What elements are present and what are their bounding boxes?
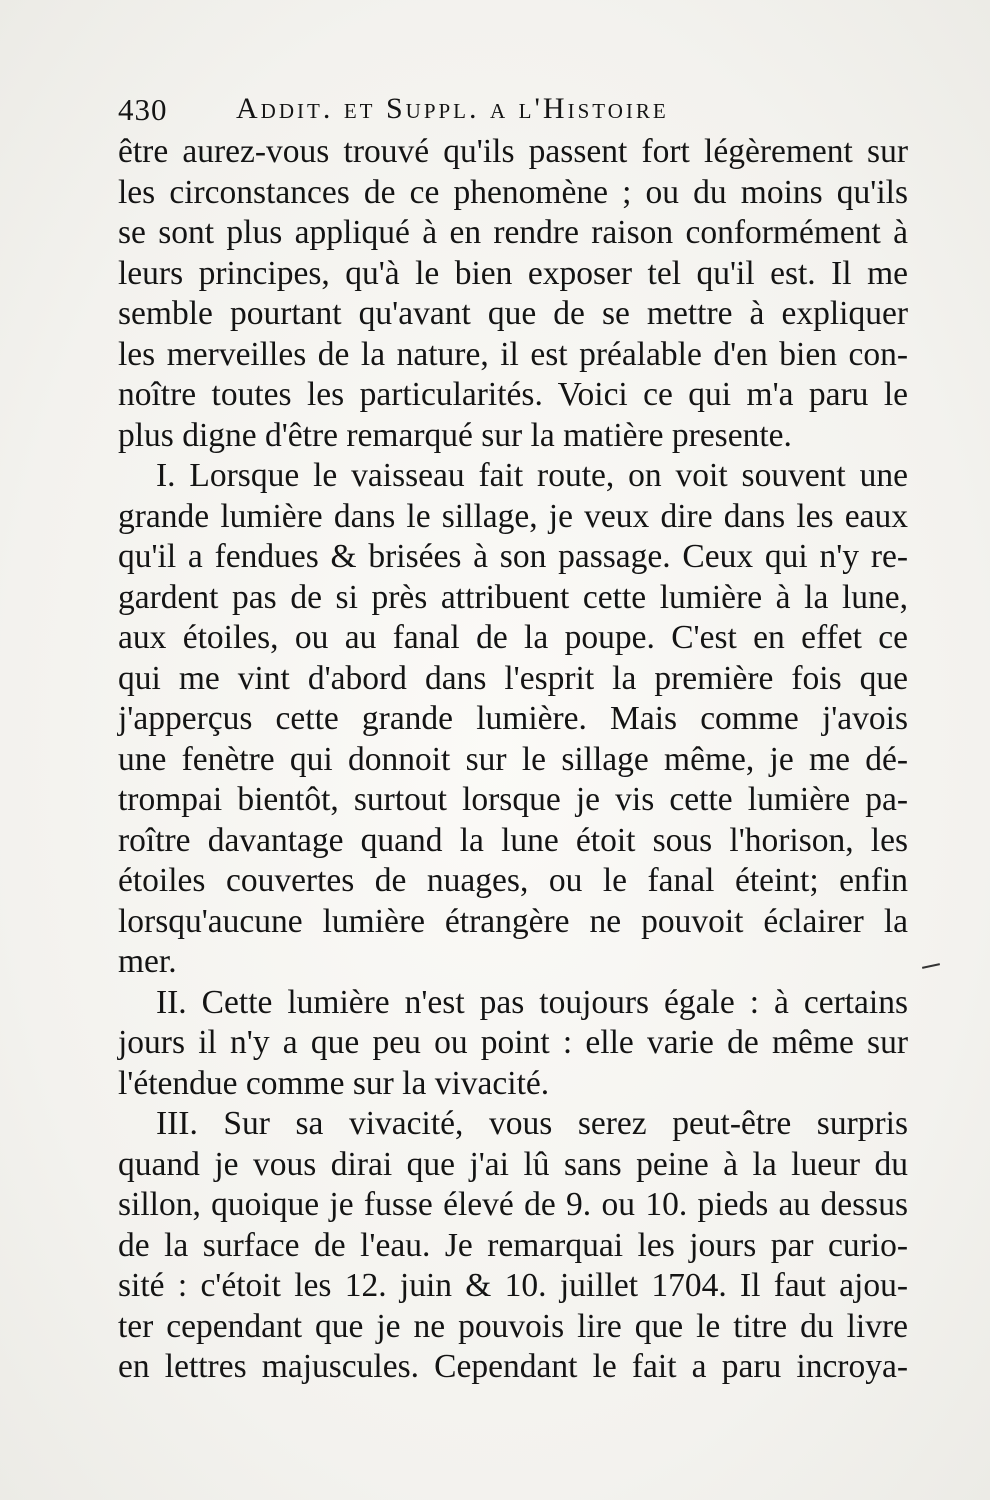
text-line: mer. bbox=[118, 943, 177, 980]
text-line: grande lumière dans le sillage, je veux dire dans les eaux bbox=[118, 497, 908, 535]
text-line: quand je vous dirai que j'ai lû sans peine à la lueur du bbox=[118, 1145, 908, 1183]
text-line-first: II. Cette lumière n'est pas toujours égale : à certains bbox=[156, 983, 908, 1021]
text-line: jours il n'y a que peu ou point : elle varie de même sur bbox=[118, 1024, 908, 1061]
text-line: l'étendue comme sur la vivacité. bbox=[118, 1064, 550, 1102]
text-line: sillon, quoique je fusse élevé de 9. ou 10. pieds au dessus bbox=[118, 1186, 908, 1223]
text-line: qu'il a fendues & brisées à son passage. Ceux qui n'y re- bbox=[118, 538, 908, 575]
text-line: qui me vint d'abord dans l'esprit la première fois que bbox=[118, 659, 908, 697]
text-line: trompai bientôt, surtout lorsque je vis cette lumière pa- bbox=[118, 781, 908, 818]
text-line: se sont plus appliqué à en rendre raison conformément à bbox=[118, 214, 908, 251]
paragraph-section-3 bbox=[118, 1104, 908, 1388]
text-line: roître davantage quand la lune étoit sous l'horison, les bbox=[118, 821, 908, 859]
text-line: les circonstances de ce phenomène ; ou du moins qu'ils bbox=[118, 173, 908, 211]
page-header bbox=[118, 88, 908, 138]
text-line-first: I. Lorsque le vaisseau fait route, on voit souvent une bbox=[156, 457, 908, 494]
running-head: Addit. et Suppl. a l'Histoire bbox=[236, 92, 669, 125]
text-line: les merveilles de la nature, il est préalable d'en bien con- bbox=[118, 335, 908, 373]
text-line: une fenètre qui donnoit sur le sillage même, je me dé- bbox=[118, 740, 908, 778]
text-line: en lettres majuscules. Cependant le fait a paru incroya- bbox=[118, 1348, 908, 1385]
text-line: semble pourtant qu'avant que de se mettre à expliquer bbox=[118, 295, 908, 332]
page-number: 430 bbox=[118, 92, 168, 127]
body-text bbox=[118, 132, 908, 1388]
text-line: j'apperçus cette grande lumière. Mais comme j'avois bbox=[118, 700, 908, 737]
text-line-first: III. Sur sa vivacité, vous serez peut-être surpris bbox=[156, 1105, 908, 1142]
paragraph-intro bbox=[118, 132, 908, 456]
text-line: plus digne d'être remarqué sur la matière presente. bbox=[118, 416, 792, 454]
text-line: noître toutes les particularités. Voici ce qui m'a paru le bbox=[118, 376, 908, 413]
text-line: étoiles couvertes de nuages, ou le fanal éteint; enfin bbox=[118, 862, 908, 899]
text-line: de la surface de l'eau. Je remarquai les jours par curio- bbox=[118, 1226, 908, 1264]
text-line: leurs principes, qu'à le bien exposer tel qu'il est. Il me bbox=[118, 254, 908, 292]
text-line: sité : c'étoit les 12. juin & 10. juillet 1704. Il faut ajou- bbox=[118, 1267, 908, 1304]
margin-mark bbox=[922, 963, 940, 969]
paragraph-section-2 bbox=[118, 983, 908, 1105]
text-line: aux étoiles, ou au fanal de la poupe. C'est en effet ce bbox=[118, 619, 908, 656]
text-line: lorsqu'aucune lumière étrangère ne pouvoit éclairer la bbox=[118, 902, 908, 940]
text-line: ter cependant que je ne pouvois lire que le titre du livre bbox=[118, 1307, 908, 1345]
text-line: gardent pas de si près attribuent cette lumière à la lune, bbox=[118, 578, 908, 616]
text-line: être aurez-vous trouvé qu'ils passent fort légèrement sur bbox=[118, 133, 908, 170]
paragraph-section-1 bbox=[118, 456, 908, 983]
